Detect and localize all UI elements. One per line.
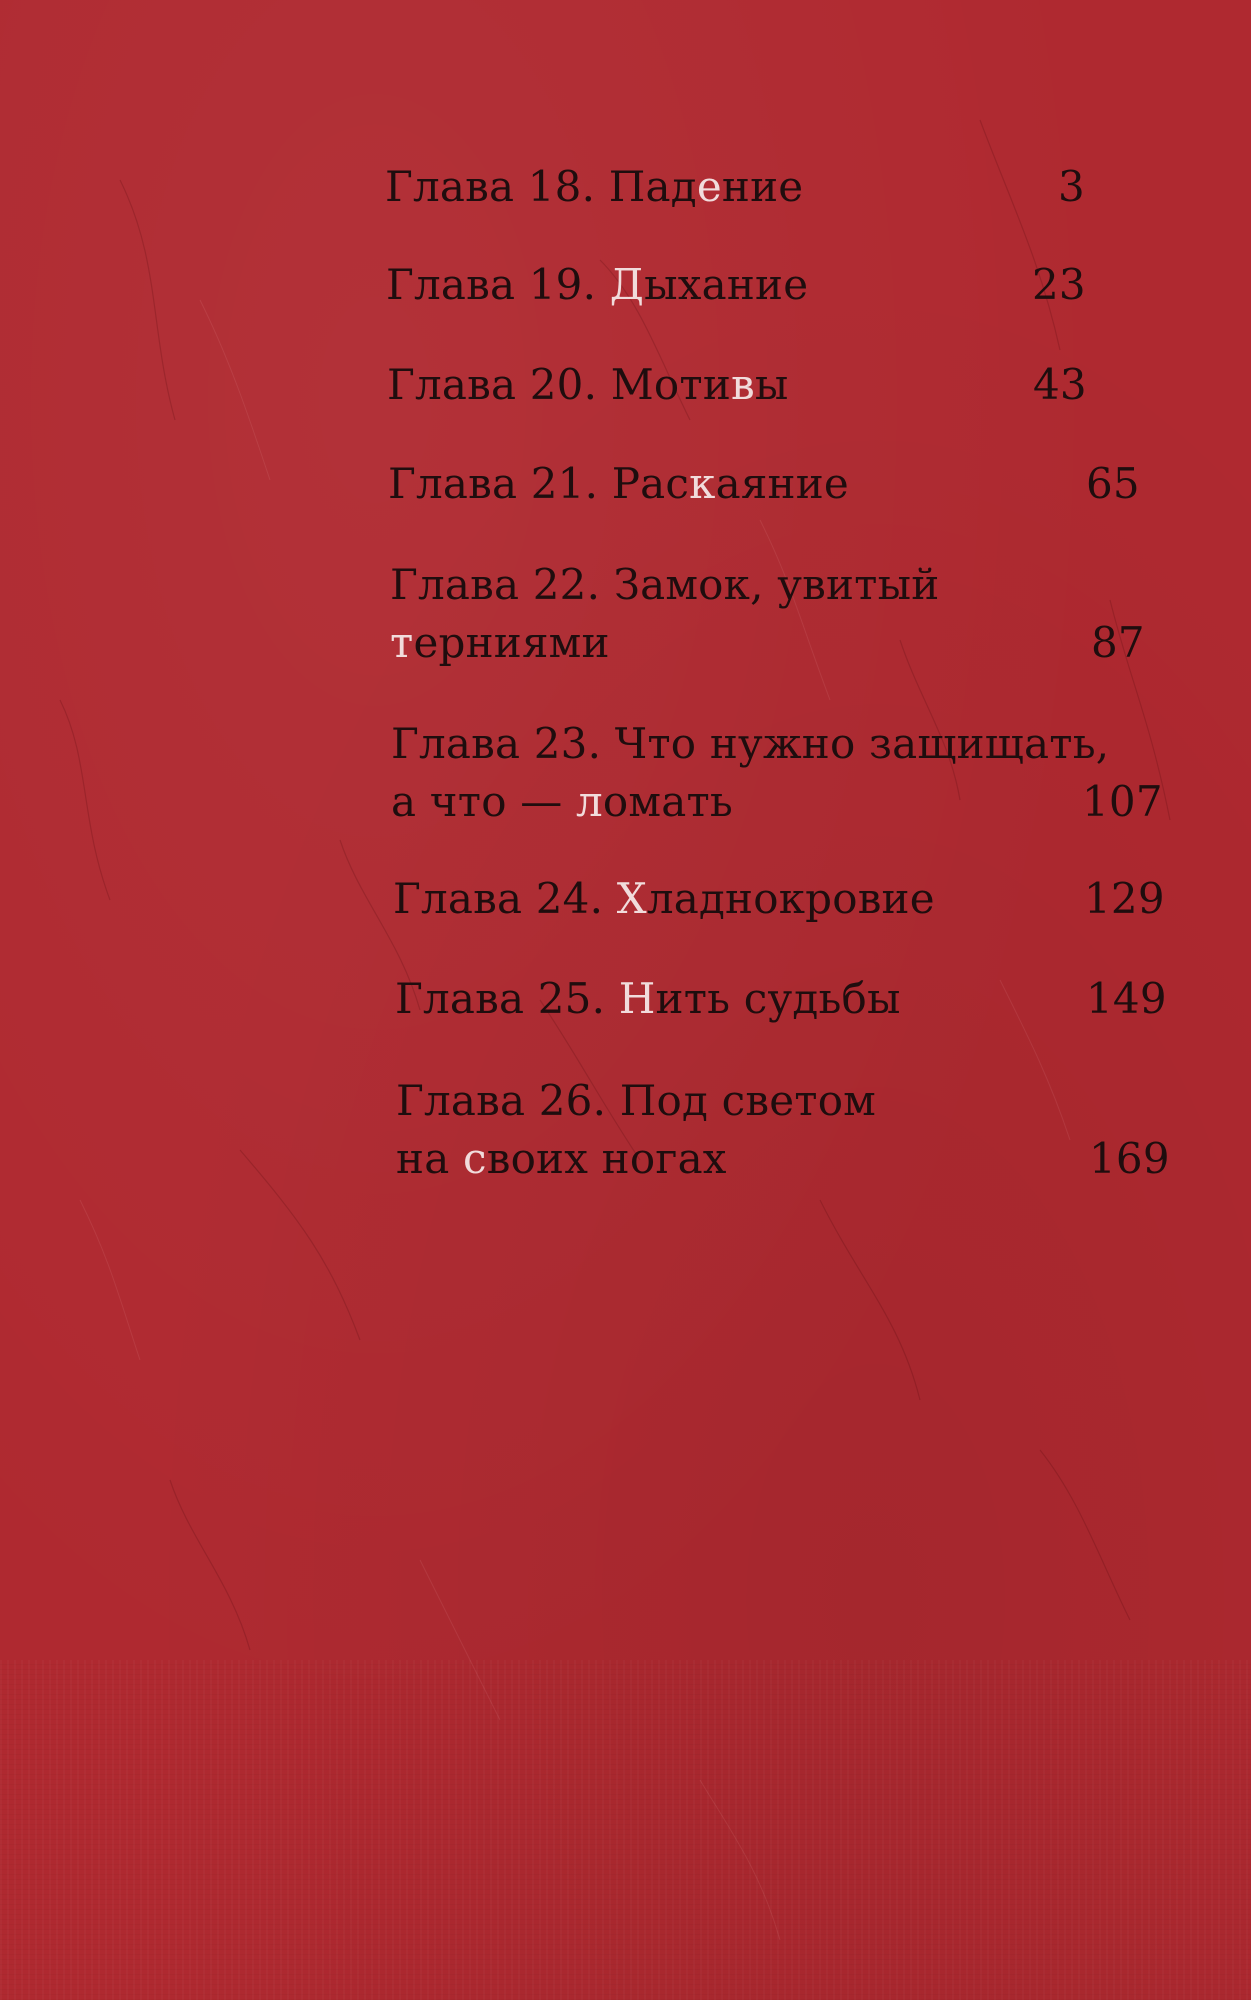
toc-entry-title-line2: на своих ногах: [396, 1134, 727, 1183]
toc-entry-title: Глава 19. Дыхание: [386, 260, 809, 309]
toc-page-number: 43: [1033, 360, 1087, 409]
toc-page-number: 65: [1086, 459, 1140, 508]
toc-entry-title-line2: терниями: [390, 618, 610, 667]
toc-entry-title-line1: Глава 26. Под светом: [396, 1076, 877, 1125]
toc-page-number: 3: [1058, 162, 1085, 211]
toc-entry-title: Глава 21. Раскаяние: [388, 459, 849, 508]
toc-page-number: 169: [1089, 1134, 1170, 1183]
toc-page-number: 107: [1082, 777, 1163, 826]
toc-page-number: 23: [1032, 260, 1086, 309]
toc-page-number: 87: [1091, 618, 1145, 667]
toc-entry-title-line1: Глава 22. Замок, увитый: [390, 560, 940, 609]
toc-entry-title: Глава 18. Падение: [385, 162, 804, 211]
toc-page-number: 149: [1086, 974, 1167, 1023]
toc-page-number: 129: [1084, 874, 1165, 923]
toc-entry-title-line1: Глава 23. Что нужно защищать,: [391, 719, 1110, 768]
toc-entry-title: Глава 24. Хладнокровие: [393, 874, 935, 923]
toc-entry-title: Глава 20. Мотивы: [387, 360, 789, 409]
toc-entry-title: Глава 25. Нить судьбы: [395, 974, 901, 1023]
toc-entry-title-line2: а что — ломать: [391, 777, 733, 826]
